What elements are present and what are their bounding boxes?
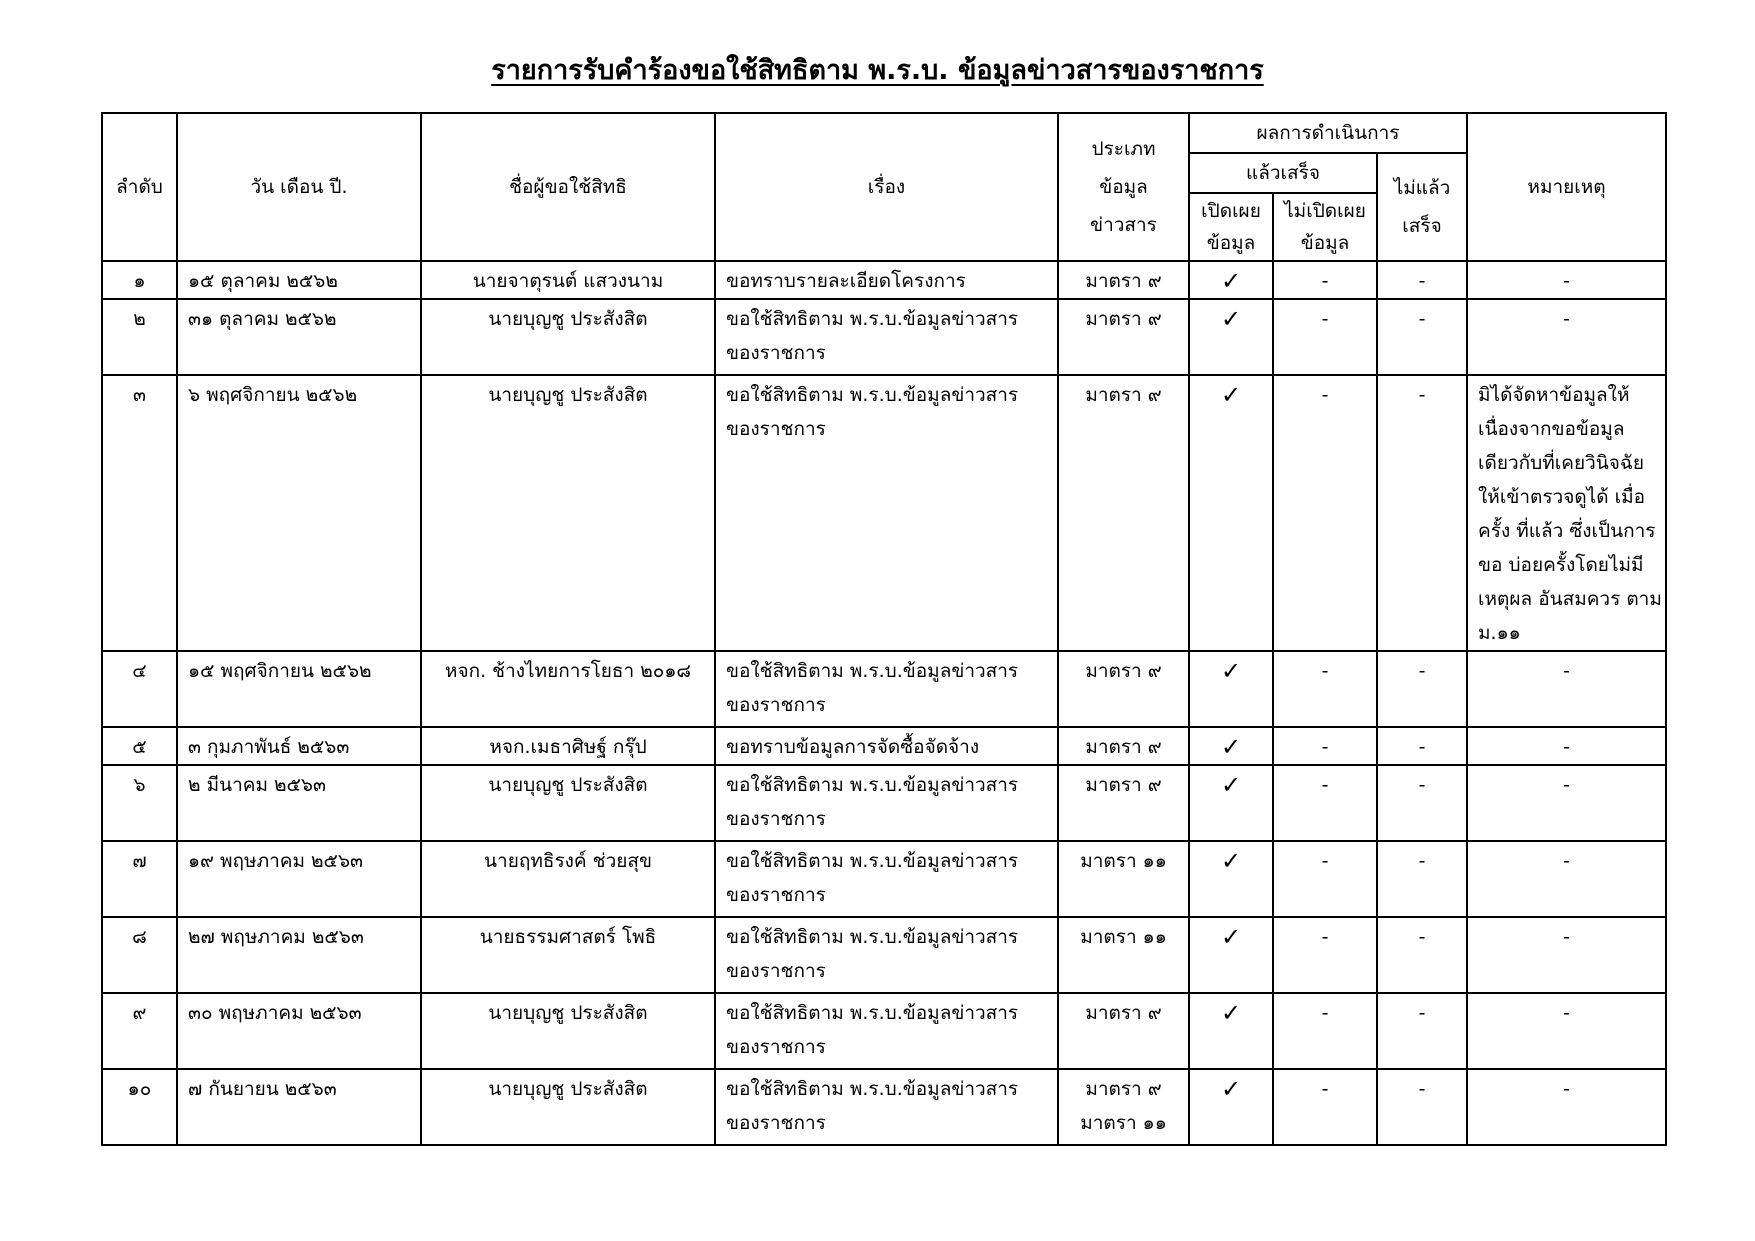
row-requester: นายบุญชู ประสังสิต (421, 1069, 715, 1145)
row-disclosed-check: ✓ (1189, 727, 1273, 765)
row-not-done: - (1377, 299, 1467, 375)
row-subject: ขอใช้สิทธิตาม พ.ร.บ.ข้อมูลข่าวสาร ของราชการ (715, 299, 1058, 375)
row-requester: นายฤทธิรงค์ ช่วยสุข (421, 841, 715, 917)
header-type: ประเภท ข้อมูล ข่าวสาร (1058, 113, 1189, 261)
row-not-disclosed: - (1273, 765, 1377, 841)
row-not-done: - (1377, 765, 1467, 841)
row-not-disclosed: - (1273, 299, 1377, 375)
row-disclosed-check: ✓ (1189, 993, 1273, 1069)
document-title: รายการรับคำร้องขอใช้สิทธิตาม พ.ร.บ. ข้อมูลข่าวสารของราชการ (491, 55, 1264, 86)
row-info-type: มาตรา ๙ มาตรา ๑๑ (1058, 1069, 1189, 1145)
row-not-done: - (1377, 651, 1467, 727)
row-subject: ขอใช้สิทธิตาม พ.ร.บ.ข้อมูลข่าวสาร ของราชการ (715, 993, 1058, 1069)
row-not-disclosed: - (1273, 917, 1377, 993)
row-disclosed-check: ✓ (1189, 765, 1273, 841)
row-not-disclosed: - (1273, 993, 1377, 1069)
row-disclosed-check: ✓ (1189, 651, 1273, 727)
row-not-disclosed: - (1273, 261, 1377, 299)
row-subject: ขอใช้สิทธิตาม พ.ร.บ.ข้อมูลข่าวสาร ของราชการ (715, 375, 1058, 651)
row-not-disclosed: - (1273, 651, 1377, 727)
table-row (102, 765, 1666, 841)
row-date: ๑๙ พฤษภาคม ๒๕๖๓ (177, 841, 421, 917)
row-not-done: - (1377, 375, 1467, 651)
row-not-disclosed: - (1273, 1069, 1377, 1145)
row-info-type: มาตรา ๙ (1058, 299, 1189, 375)
row-subject: ขอใช้สิทธิตาม พ.ร.บ.ข้อมูลข่าวสาร ของราชการ (715, 917, 1058, 993)
row-date: ๓๑ ตุลาคม ๒๕๖๒ (177, 299, 421, 375)
row-requester: นายบุญชู ประสังสิต (421, 993, 715, 1069)
row-number: ๑๐ (102, 1069, 177, 1145)
row-not-disclosed: - (1273, 727, 1377, 765)
table-row (102, 261, 1666, 299)
table-row (102, 375, 1666, 651)
row-requester: นายธรรมศาสตร์ โพธิ (421, 917, 715, 993)
row-date: ๑๕ ตุลาคม ๒๕๖๒ (177, 261, 421, 299)
row-disclosed-check: ✓ (1189, 375, 1273, 651)
row-number: ๓ (102, 375, 177, 651)
header-date: วัน เดือน ปี. (177, 113, 421, 261)
header-not-disclosed: ไม่เปิดเผย ข้อมูล (1273, 193, 1377, 261)
row-info-type: มาตรา ๙ (1058, 261, 1189, 299)
row-disclosed-check: ✓ (1189, 261, 1273, 299)
header-no: ลำดับ (102, 113, 177, 261)
row-subject: ขอใช้สิทธิตาม พ.ร.บ.ข้อมูลข่าวสาร ของราชการ (715, 765, 1058, 841)
request-table (101, 112, 1667, 1146)
row-date: ๒๗ พฤษภาคม ๒๕๖๓ (177, 917, 421, 993)
row-date: ๒ มีนาคม ๒๕๖๓ (177, 765, 421, 841)
row-subject: ขอใช้สิทธิตาม พ.ร.บ.ข้อมูลข่าวสาร ของราชการ (715, 651, 1058, 727)
row-subject: ขอใช้สิทธิตาม พ.ร.บ.ข้อมูลข่าวสาร ของราชการ (715, 841, 1058, 917)
row-remark: - (1467, 841, 1666, 917)
row-not-disclosed: - (1273, 375, 1377, 651)
row-not-done: - (1377, 841, 1467, 917)
row-number: ๑ (102, 261, 177, 299)
row-requester: นายบุญชู ประสังสิต (421, 765, 715, 841)
row-remark: - (1467, 765, 1666, 841)
row-requester: หจก. ช้างไทยการโยธา ๒๐๑๘ (421, 651, 715, 727)
header-done: แล้วเสร็จ (1189, 153, 1377, 193)
row-not-disclosed: - (1273, 841, 1377, 917)
header-subject: เรื่อง (715, 113, 1058, 261)
table-row (102, 917, 1666, 993)
row-remark: มิได้จัดหาข้อมูลให้ เนื่องจากขอข้อมูล เดียวกับที่เคยวินิจฉัย ให้เข้าตรวจดูได้ เมื่อครั้ง ที่แล้ว ซึ่งเป็นการขอ บ่อยครั้งโดยไม่มีเหตุผล อันสมควร ตาม ม.๑๑ (1467, 375, 1666, 651)
row-number: ๒ (102, 299, 177, 375)
header-result: ผลการดำเนินการ (1189, 113, 1467, 153)
table-row (102, 727, 1666, 765)
header-remark: หมายเหตุ (1467, 113, 1666, 261)
row-info-type: มาตรา ๙ (1058, 993, 1189, 1069)
header-name: ชื่อผู้ขอใช้สิทธิ (421, 113, 715, 261)
table-row (102, 993, 1666, 1069)
table-row (102, 651, 1666, 727)
row-requester: นายจาตุรนต์ แสวงนาม (421, 261, 715, 299)
row-requester: นายบุญชู ประสังสิต (421, 299, 715, 375)
row-number: ๙ (102, 993, 177, 1069)
row-disclosed-check: ✓ (1189, 917, 1273, 993)
header-disclosed: เปิดเผย ข้อมูล (1189, 193, 1273, 261)
row-remark: - (1467, 993, 1666, 1069)
row-info-type: มาตรา ๙ (1058, 727, 1189, 765)
row-not-done: - (1377, 993, 1467, 1069)
header-not-done: ไม่แล้ว เสร็จ (1377, 153, 1467, 261)
row-info-type: มาตรา ๑๑ (1058, 841, 1189, 917)
row-date: ๓๐ พฤษภาคม ๒๕๖๓ (177, 993, 421, 1069)
row-info-type: มาตรา ๙ (1058, 651, 1189, 727)
table-row (102, 1069, 1666, 1145)
row-subject: ขอทราบรายละเอียดโครงการ (715, 261, 1058, 299)
row-not-done: - (1377, 1069, 1467, 1145)
table-row (102, 299, 1666, 375)
row-subject: ขอใช้สิทธิตาม พ.ร.บ.ข้อมูลข่าวสาร ของราชการ (715, 1069, 1058, 1145)
row-date: ๖ พฤศจิกายน ๒๕๖๒ (177, 375, 421, 651)
row-remark: - (1467, 727, 1666, 765)
row-disclosed-check: ✓ (1189, 841, 1273, 917)
row-disclosed-check: ✓ (1189, 1069, 1273, 1145)
row-not-done: - (1377, 727, 1467, 765)
row-requester: นายบุญชู ประสังสิต (421, 375, 715, 651)
row-number: ๖ (102, 765, 177, 841)
row-info-type: มาตรา ๙ (1058, 765, 1189, 841)
row-number: ๔ (102, 651, 177, 727)
row-number: ๗ (102, 841, 177, 917)
row-not-done: - (1377, 917, 1467, 993)
row-info-type: มาตรา ๑๑ (1058, 917, 1189, 993)
row-remark: - (1467, 299, 1666, 375)
row-info-type: มาตรา ๙ (1058, 375, 1189, 651)
row-date: ๓ กุมภาพันธ์ ๒๕๖๓ (177, 727, 421, 765)
table-row (102, 841, 1666, 917)
row-remark: - (1467, 261, 1666, 299)
row-remark: - (1467, 917, 1666, 993)
row-disclosed-check: ✓ (1189, 299, 1273, 375)
row-remark: - (1467, 1069, 1666, 1145)
row-date: ๑๕ พฤศจิกายน ๒๕๖๒ (177, 651, 421, 727)
row-not-done: - (1377, 261, 1467, 299)
row-number: ๘ (102, 917, 177, 993)
row-requester: หจก.เมธาศิษฐ์ กรุ๊ป (421, 727, 715, 765)
row-remark: - (1467, 651, 1666, 727)
row-number: ๕ (102, 727, 177, 765)
row-date: ๗ กันยายน ๒๕๖๓ (177, 1069, 421, 1145)
row-subject: ขอทราบข้อมูลการจัดซื้อจัดจ้าง (715, 727, 1058, 765)
